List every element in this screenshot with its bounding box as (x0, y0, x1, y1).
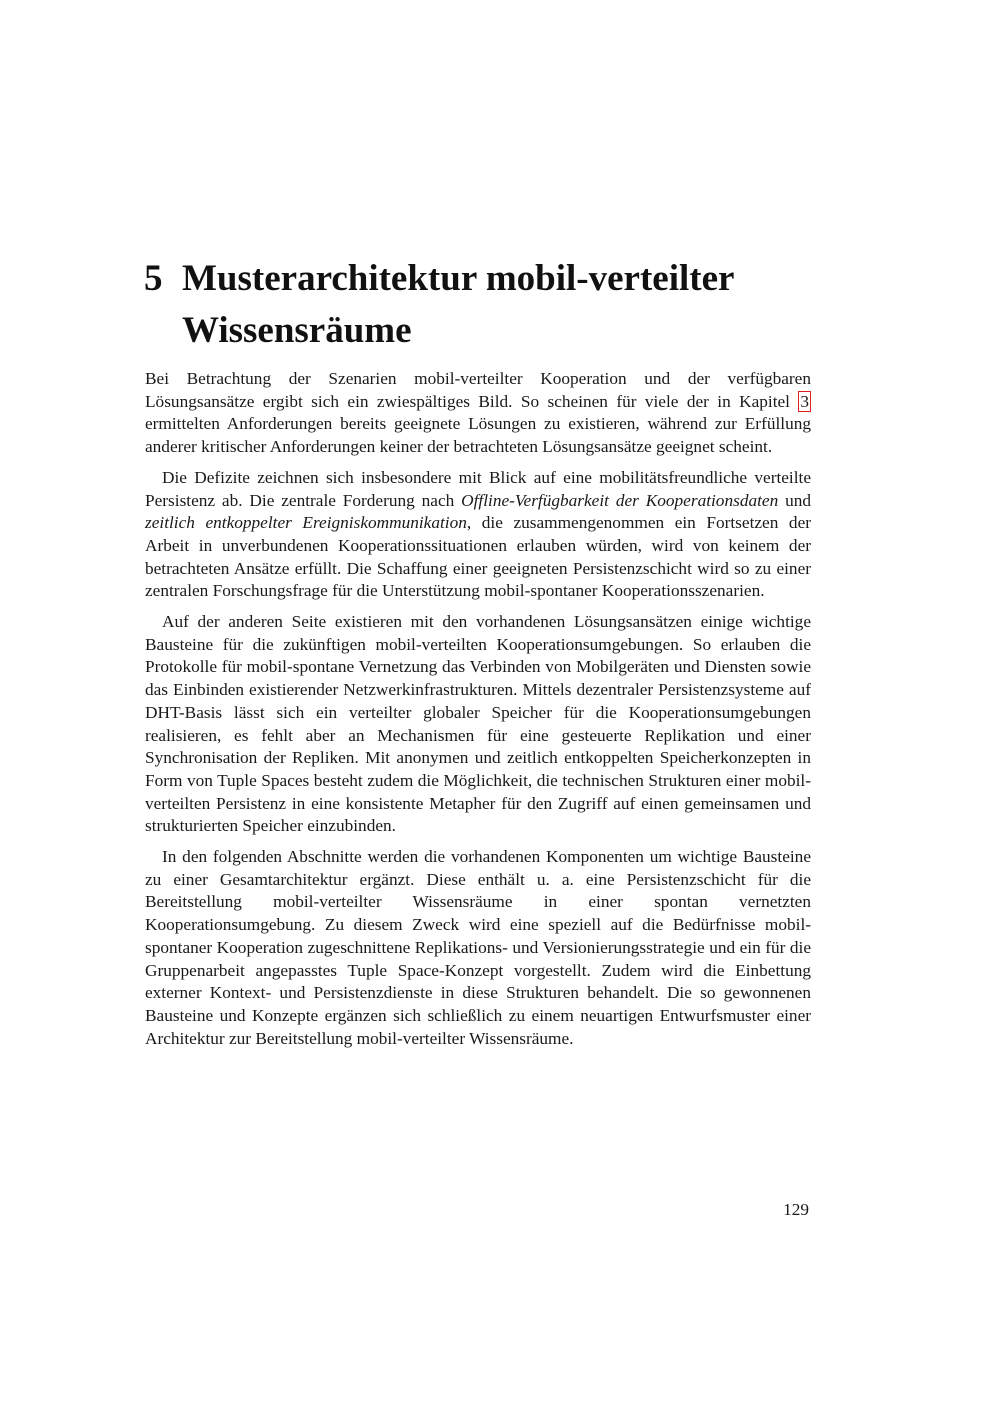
page-number: 129 (783, 1200, 809, 1219)
paragraph-4: In den folgenden Abschnitte werden die vorhandenen Komponenten um wichtige Bausteine zu einer Gesamtarchitektur ergänzt. Diese enthält u. a. eine Persistenzschicht für die Bereitstellung mobil-verteilter Wissensräume in einer spontan vernetzten Kooperationsumgebung. Zu diesem Zweck wird eine speziell auf die Bedürfnisse mobil-spontaner Kooperation zugeschnittene Replikations- und Versionierungsstrategie und ein für die Gruppenarbeit angepasstes Tuple Space-Konzept vorgestellt. Zudem wird die Einbettung externer Kontext- und Persistenzdienste in diese Strukturen behandelt. Die so gewonnenen Bausteine und Konzepte ergänzen sich schließlich zu einem neuartigen Entwurfsmuster einer Architektur zur Bereitstellung mobil-verteilter Wissensräume. (145, 847, 811, 1048)
chapter-title (182, 253, 824, 357)
paragraph-2-emphasis-offline: Offline-Verfügbarkeit der Kooperationsdaten (461, 490, 779, 510)
body-text (145, 368, 811, 1058)
paragraph-2-text-a: Die Defizite zeichnen sich insbesondere mit Blick auf eine mobilitätsfreundliche verteilte Persistenz ab. Die zentrale Forderung nach (145, 467, 811, 510)
chapter-title-line2: Wissensräume (182, 309, 412, 351)
chapter-heading (144, 253, 824, 357)
paragraph-1-text-b: ermittelten Anforderungen bereits geeignete Lösungen zu existieren, während zur Erfüllung anderer kritischer Anforderungen keiner der betrachteten Lösungsansätze geeignet scheint. (145, 414, 811, 457)
chapter-3-reference-link[interactable]: 3 (800, 391, 809, 411)
paragraph-2-text-b: und (778, 490, 812, 510)
paragraph-3: Auf der anderen Seite existieren mit den vorhandenen Lösungsansätzen einige wichtige Bausteine für die zukünftigen mobil-verteilten Kooperationsumgebungen. So erlauben die Protokolle für mobil-spontane Vernetzung das Verbinden von Mobilgeräten und Diensten sowie das Einbinden existierender Netzwerkinfrastrukturen. Mittels dezentraler Persistenzsysteme auf DHT-Basis lässt sich ein verteilter globaler Speicher für die Kooperationsumgebungen realisieren, es fehlt aber an Mechanismen für eine gesteuerte Replikation und einer Synchronisation der Repliken. Mit anonymen und zeitlich entkoppelten Speicherkonzepten in Form von Tuple Spaces besteht zudem die Möglichkeit, die technischen Strukturen einer mobil-verteilten Persistenz in eine konsistente Metapher für den Zugriff auf einen gemeinsamen und strukturierten Speicher einzubinden. (145, 612, 811, 836)
chapter-title-line1: Musterarchitektur mobil-verteilter (182, 257, 735, 299)
chapter-number: 5 (144, 257, 163, 299)
paragraph-1-text-a: Bei Betrachtung der Szenarien mobil-verteilter Kooperation und der verfügbaren Lösungsansätze ergibt sich ein zwiespältiges Bild. So scheinen für viele der in Kapitel (145, 369, 811, 411)
paragraph-2 (145, 467, 811, 603)
paragraph-2-text-c: , die zusammengenommen ein Fortsetzen der Arbeit in unverbundenen Kooperationssituationen erlauben würden, wird von keinem der betrachteten Ansätze erfüllt. Die Schaffung einer geeigneten Persistenzschicht wird so zu einer zentralen Forschungsfrage für die Unterstützung mobil-spontaner Kooperationsszenarien. (145, 513, 811, 601)
paragraph-2-emphasis-event: zeitlich entkoppelter Ereigniskommunikation (145, 513, 467, 533)
paragraph-1 (145, 368, 811, 459)
